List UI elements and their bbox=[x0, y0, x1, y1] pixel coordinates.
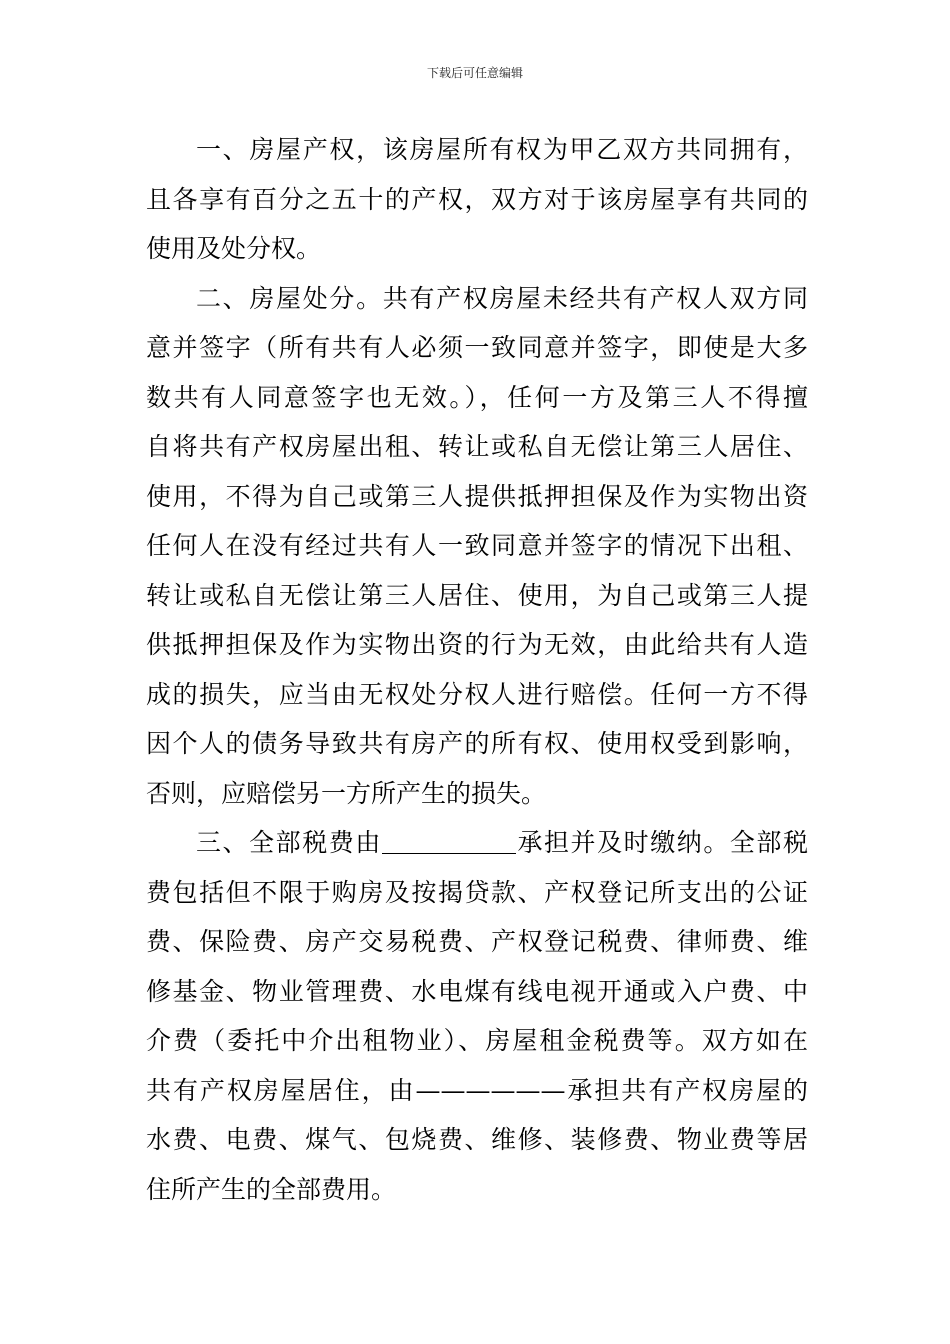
fill-in-blank bbox=[382, 828, 516, 854]
text-line: 自将共有产权房屋出租、转让或私自无偿让第三人居住、 bbox=[146, 432, 808, 461]
text-line: 转让或私自无偿让第三人居住、使用，为自己或第三人提 bbox=[146, 580, 808, 610]
text-line: 介费（委托中介出租物业）、房屋租金税费等。双方如在 bbox=[146, 1026, 808, 1055]
text-line: 修基金、物业管理费、水电煤有线电视开通或入户费、中 bbox=[146, 976, 808, 1006]
text-line: 数共有人同意签字也无效。），任何一方及第三人不得擅 bbox=[146, 382, 808, 412]
text-line: 一、房屋产权，该房屋所有权为甲乙双方共同拥有， bbox=[196, 135, 808, 164]
text-line bbox=[146, 818, 808, 868]
text-line: 因个人的债务导致共有房产的所有权、使用权受到影响， bbox=[146, 729, 808, 758]
text-line: 共有产权房屋居住，由——————承担共有产权房屋的 bbox=[146, 1075, 808, 1105]
paragraph-taxes-fees bbox=[146, 818, 808, 1214]
text-line: 费、保险费、房产交易税费、产权登记税费、律师费、维 bbox=[146, 927, 808, 956]
text-line: 使用，不得为自己或第三人提供抵押担保及作为实物出资 bbox=[146, 481, 808, 511]
paragraph-property-disposal bbox=[146, 274, 808, 819]
text-line: 使用及处分权。 bbox=[146, 234, 322, 263]
text-line: 任何人在没有经过共有人一致同意并签字的情况下出租、 bbox=[146, 531, 808, 560]
text-line: 费包括但不限于购房及按揭贷款、产权登记所支出的公证 bbox=[146, 877, 808, 907]
page-header: 下载后可任意编辑 bbox=[426, 66, 523, 80]
document-body bbox=[146, 125, 808, 1214]
text-line: 住所产生的全部费用。 bbox=[146, 1174, 397, 1204]
text-line: 否则，应赔偿另一方所产生的损失。 bbox=[146, 778, 547, 808]
text-segment: 三、全部税费由 bbox=[196, 828, 382, 857]
text-line: 成的损失，应当由无权处分权人进行赔偿。任何一方不得 bbox=[146, 679, 808, 709]
paragraph-property-rights bbox=[146, 125, 808, 274]
text-line: 意并签字（所有共有人必须一致同意并签字，即使是大多 bbox=[146, 333, 808, 362]
text-line: 供抵押担保及作为实物出资的行为无效，由此给共有人造 bbox=[146, 630, 808, 659]
text-segment: 承担并及时缴纳。全部税 bbox=[515, 828, 808, 857]
text-line: 二、房屋处分。共有产权房屋未经共有产权人双方同 bbox=[196, 283, 808, 313]
text-line: 且各享有百分之五十的产权，双方对于该房屋享有共同的 bbox=[146, 184, 808, 214]
text-line: 水费、电费、煤气、包烧费、维修、装修费、物业费等居 bbox=[146, 1125, 808, 1154]
